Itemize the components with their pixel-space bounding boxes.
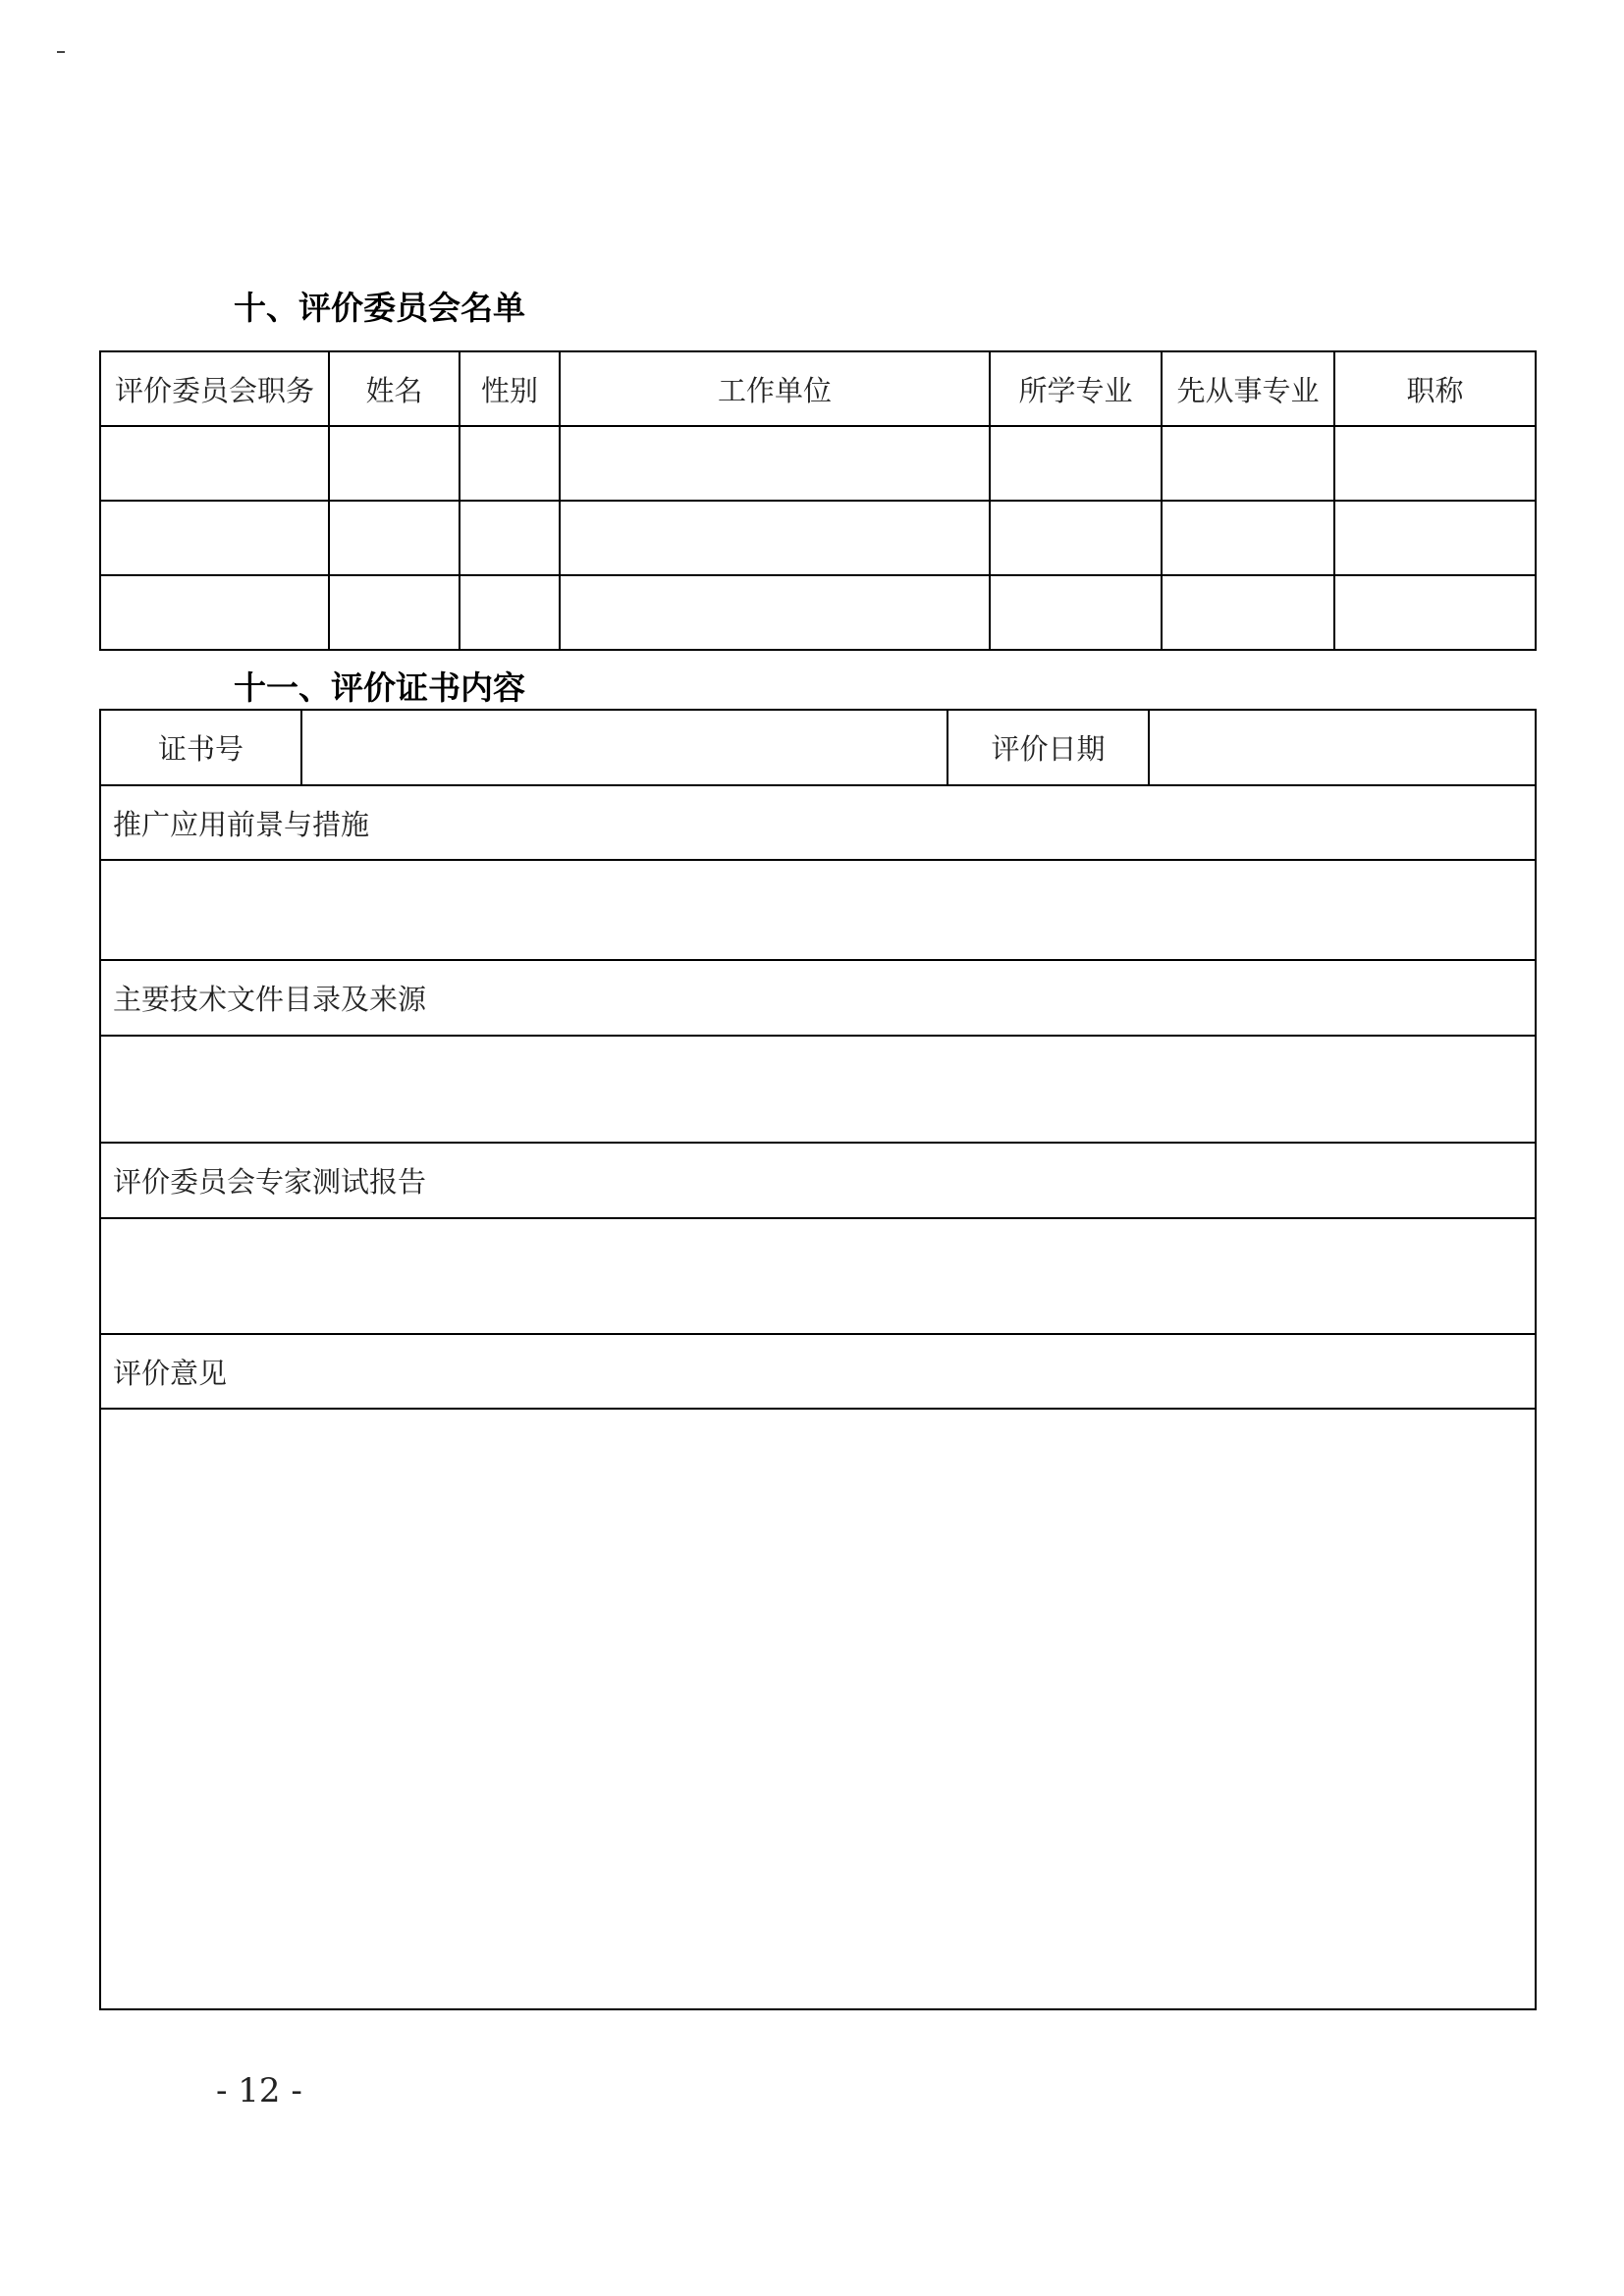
header-current-specialty: 先从事专业 bbox=[1162, 351, 1334, 426]
committee-row bbox=[100, 501, 1536, 575]
section-10-title: 十、评价委员会名单 bbox=[234, 289, 525, 327]
evaluation-date-field[interactable] bbox=[1149, 710, 1536, 785]
cell-name[interactable] bbox=[329, 501, 460, 575]
tech-docs-field[interactable] bbox=[100, 1036, 1536, 1143]
cell-work-unit[interactable] bbox=[560, 426, 990, 501]
header-name: 姓名 bbox=[329, 351, 460, 426]
expert-report-field[interactable] bbox=[100, 1218, 1536, 1334]
header-work-unit: 工作单位 bbox=[560, 351, 990, 426]
promotion-label-row bbox=[100, 785, 1536, 860]
cell-work-unit[interactable] bbox=[560, 501, 990, 575]
cell-name[interactable] bbox=[329, 575, 460, 650]
section-11-title: 十一、评价证书内容 bbox=[234, 668, 525, 707]
expert-report-content-row bbox=[100, 1218, 1536, 1334]
evaluation-date-label: 评价日期 bbox=[947, 710, 1149, 785]
committee-table bbox=[99, 350, 1537, 651]
header-committee-role: 评价委员会职务 bbox=[100, 351, 329, 426]
cell-current-specialty[interactable] bbox=[1162, 501, 1334, 575]
opinion-label: 评价意见 bbox=[100, 1334, 1536, 1409]
tech-docs-content-row bbox=[100, 1036, 1536, 1143]
expert-report-label: 评价委员会专家测试报告 bbox=[100, 1143, 1536, 1218]
header-title: 职称 bbox=[1334, 351, 1536, 426]
promotion-content-row bbox=[100, 860, 1536, 960]
certificate-table bbox=[99, 709, 1537, 2010]
committee-header-row bbox=[100, 351, 1536, 426]
tech-docs-label-row bbox=[100, 960, 1536, 1036]
cert-number-label: 证书号 bbox=[100, 710, 301, 785]
cell-title[interactable] bbox=[1334, 426, 1536, 501]
cell-name[interactable] bbox=[329, 426, 460, 501]
cell-gender[interactable] bbox=[460, 575, 560, 650]
committee-row bbox=[100, 426, 1536, 501]
promotion-field[interactable] bbox=[100, 860, 1536, 960]
cell-committee-role[interactable] bbox=[100, 426, 329, 501]
page-number: - 12 - bbox=[216, 2071, 302, 2110]
opinion-content-row bbox=[100, 1409, 1536, 2009]
cell-committee-role[interactable] bbox=[100, 575, 329, 650]
cell-title[interactable] bbox=[1334, 575, 1536, 650]
opinion-field[interactable] bbox=[100, 1409, 1536, 2009]
cell-current-specialty[interactable] bbox=[1162, 575, 1334, 650]
committee-row bbox=[100, 575, 1536, 650]
cell-current-specialty[interactable] bbox=[1162, 426, 1334, 501]
promotion-label: 推广应用前景与措施 bbox=[100, 785, 1536, 860]
tech-docs-label: 主要技术文件目录及来源 bbox=[100, 960, 1536, 1036]
corner-mark bbox=[57, 51, 65, 53]
cell-title[interactable] bbox=[1334, 501, 1536, 575]
cell-gender[interactable] bbox=[460, 501, 560, 575]
header-major: 所学专业 bbox=[990, 351, 1162, 426]
cell-major[interactable] bbox=[990, 501, 1162, 575]
cell-major[interactable] bbox=[990, 575, 1162, 650]
cert-number-row bbox=[100, 710, 1536, 785]
cell-committee-role[interactable] bbox=[100, 501, 329, 575]
cell-major[interactable] bbox=[990, 426, 1162, 501]
cert-number-field[interactable] bbox=[301, 710, 947, 785]
opinion-label-row bbox=[100, 1334, 1536, 1409]
expert-report-label-row bbox=[100, 1143, 1536, 1218]
cell-work-unit[interactable] bbox=[560, 575, 990, 650]
header-gender: 性别 bbox=[460, 351, 560, 426]
cell-gender[interactable] bbox=[460, 426, 560, 501]
